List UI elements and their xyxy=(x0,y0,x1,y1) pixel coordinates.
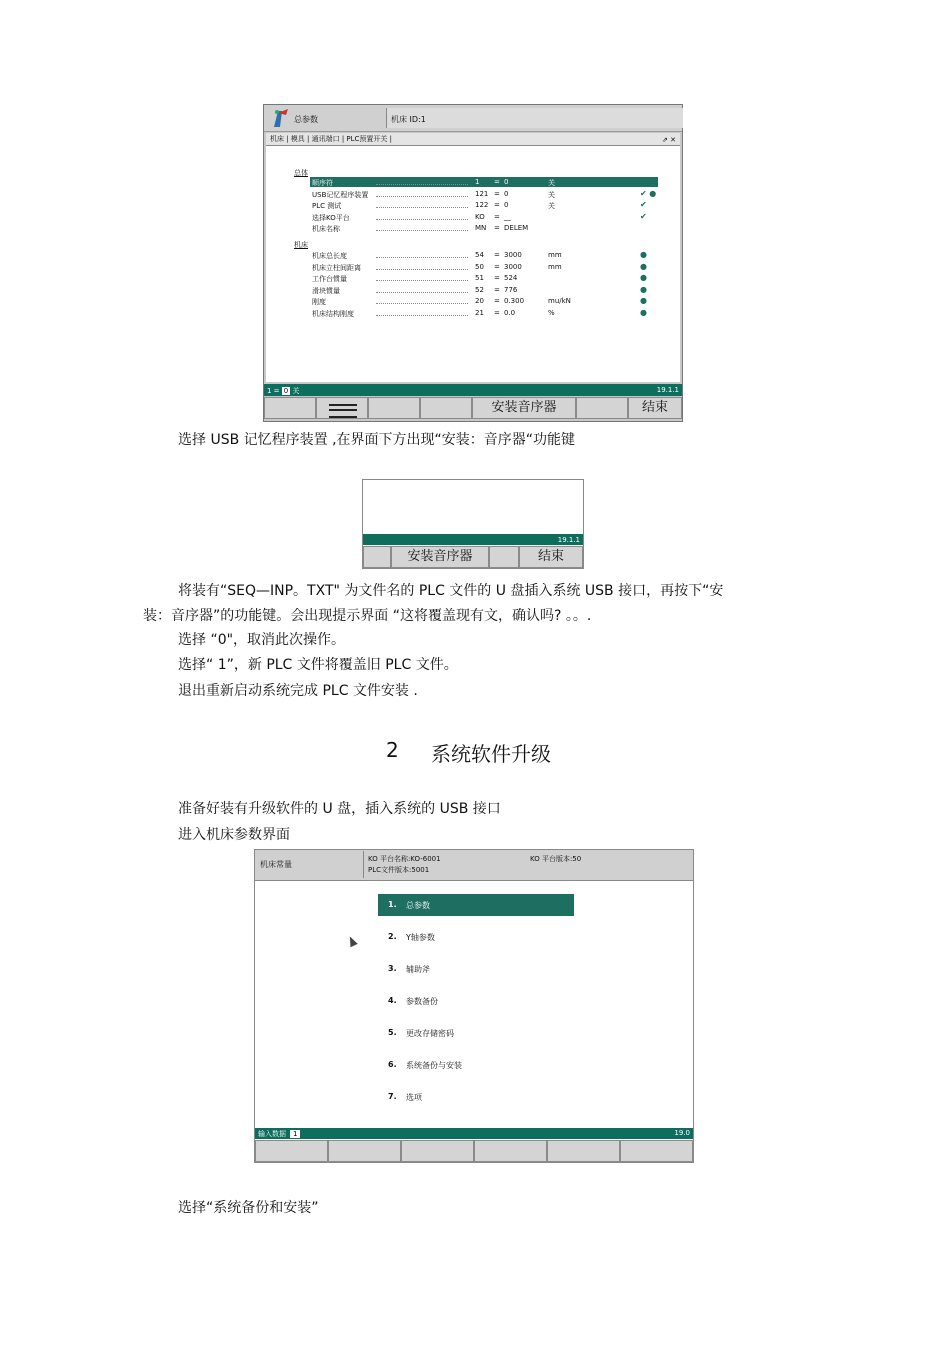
param-number: MN xyxy=(475,224,487,232)
paragraph-usb-1: 将装有“SEQ—INP。TXT" 为文件名的 PLC 文件的 U 盘插入系统 USB 接口，再按下“安 xyxy=(178,583,724,599)
plc-version: PLC文件版本:5001 xyxy=(368,866,430,874)
tab-strip[interactable] xyxy=(266,133,680,146)
menu-item[interactable] xyxy=(378,958,574,980)
menu-item[interactable] xyxy=(378,894,574,916)
param-row[interactable] xyxy=(310,223,658,233)
param-equals: = xyxy=(494,201,500,209)
fkey-blank[interactable] xyxy=(328,1140,401,1162)
leader-dots xyxy=(376,280,468,281)
param-unit: mm xyxy=(548,262,562,271)
function-key-crop xyxy=(362,479,584,569)
param-value: __ xyxy=(504,212,511,221)
param-label: 机床总长度 xyxy=(312,252,347,260)
param-equals: = xyxy=(494,274,500,282)
leader-dots xyxy=(376,184,468,185)
param-unit: 关 xyxy=(548,179,555,187)
tab-labels[interactable]: 机床 | 模具 | 通讯端口 | PLC预置开关 | xyxy=(270,135,393,143)
param-value: 0 xyxy=(504,178,509,186)
status-state: 关 xyxy=(292,387,300,395)
param-label: PLC 测试 xyxy=(312,202,342,210)
param-status-icon: ● xyxy=(640,307,647,317)
param-row[interactable] xyxy=(310,262,658,272)
menu-item-number: 1. xyxy=(388,900,397,909)
param-label: 顺序符 xyxy=(312,179,333,187)
param-status-icon: ● xyxy=(640,261,647,271)
param-unit: % xyxy=(548,308,555,317)
param-status-icon: ✔ xyxy=(640,211,647,221)
header-bar xyxy=(255,850,693,881)
menu-item-label: 更改存储密码 xyxy=(406,1029,454,1038)
fkey-blank-4[interactable] xyxy=(576,397,628,419)
params-screenshot xyxy=(263,104,683,422)
fkey-blank[interactable] xyxy=(363,546,391,568)
menu-icon xyxy=(329,404,357,418)
menu-item[interactable] xyxy=(378,1086,574,1108)
end-button[interactable]: 结束 xyxy=(519,546,583,568)
fkey-blank[interactable] xyxy=(401,1140,474,1162)
param-unit: 关 xyxy=(548,190,555,199)
param-equals: = xyxy=(494,178,500,186)
menu-item-label: Y轴参数 xyxy=(406,933,435,942)
status-index: 1 = xyxy=(267,387,280,395)
param-number: KO xyxy=(475,212,485,221)
param-row[interactable] xyxy=(310,296,658,306)
menu-item[interactable] xyxy=(378,990,574,1012)
fkey-blank-1[interactable] xyxy=(264,397,316,419)
screen-title: 机床常量 xyxy=(260,860,292,869)
install-sequencer-button[interactable]: 安装音序器 xyxy=(391,546,489,568)
param-unit: 关 xyxy=(548,202,555,210)
menu-item-label: 辅助斧 xyxy=(406,965,430,974)
fkey-blank[interactable] xyxy=(547,1140,620,1162)
param-equals: = xyxy=(494,297,500,305)
menu-item[interactable] xyxy=(378,1022,574,1044)
status-version: 19.1.1 xyxy=(557,536,580,544)
param-value: 776 xyxy=(504,285,518,294)
machine-logo-icon xyxy=(268,107,290,129)
param-equals: = xyxy=(494,189,500,198)
param-equals: = xyxy=(494,251,500,259)
param-status-icon: ● xyxy=(640,284,647,294)
end-button[interactable]: 结束 xyxy=(628,397,682,419)
instruction-1: 选择 USB 记忆程序装置 ,在界面下方出现“安装：音序器“功能键 xyxy=(178,432,576,448)
status-bar xyxy=(264,384,682,396)
param-value: 3000 xyxy=(504,262,522,271)
param-value: 0.0 xyxy=(504,308,516,317)
param-value: 524 xyxy=(504,274,518,282)
section-machine: 机床 xyxy=(294,241,308,249)
param-equals: = xyxy=(494,262,500,271)
fkey-blank[interactable] xyxy=(620,1140,693,1162)
status-version: 19.1.1 xyxy=(656,386,679,394)
fkey-blank-2[interactable] xyxy=(368,397,420,419)
params-panel xyxy=(266,146,680,382)
param-label: 选择KO平台 xyxy=(312,213,350,222)
param-row[interactable] xyxy=(310,189,658,199)
menu-item-number: 4. xyxy=(388,996,397,1005)
menu-item-label: 参数备份 xyxy=(406,997,438,1006)
param-number: 122 xyxy=(475,201,489,209)
paragraph-enter: 进入机床参数界面 xyxy=(178,827,290,843)
param-value: 0 xyxy=(504,189,509,198)
status-input[interactable]: 0 xyxy=(283,387,289,395)
fkey-menu[interactable] xyxy=(316,397,368,419)
param-equals: = xyxy=(494,285,500,294)
param-status-icon: ● xyxy=(640,273,647,282)
param-label: USB记忆程序装置 xyxy=(312,190,369,199)
menu-item-label: 系统备份与安装 xyxy=(406,1061,462,1070)
status-bar xyxy=(255,1128,693,1139)
menu-item-number: 6. xyxy=(388,1060,397,1069)
leader-dots xyxy=(376,315,468,316)
section-heading: 系统软件升级 xyxy=(431,742,551,766)
platform-info xyxy=(363,851,694,878)
param-status-icon: ✔ xyxy=(640,200,647,209)
instruction-select-backup: 选择“系统备份和安装” xyxy=(178,1200,319,1216)
param-equals: = xyxy=(494,308,500,317)
param-number: 52 xyxy=(475,285,484,294)
section-general: 总体 xyxy=(294,169,308,177)
machine-id: 机床 ID:1 xyxy=(391,115,426,124)
leader-dots xyxy=(376,303,468,304)
menu-item[interactable] xyxy=(378,1054,574,1076)
param-row[interactable] xyxy=(310,250,658,260)
param-number: 54 xyxy=(475,251,484,259)
menu-item-number: 2. xyxy=(388,932,397,941)
leader-dots xyxy=(376,196,468,197)
param-unit: mm xyxy=(548,251,562,259)
param-label: 机床立柱间距离 xyxy=(312,263,361,272)
fkey-blank[interactable] xyxy=(474,1140,547,1162)
title-bar xyxy=(264,105,682,132)
param-label: 工作台惯量 xyxy=(312,275,347,283)
param-status-icon: ● xyxy=(640,296,647,305)
param-label: 滑块惯量 xyxy=(312,286,340,295)
paragraph-usb-2: 装：音序器”的功能键。会出现提示界面 “这将覆盖现有文，确认吗? 。。. xyxy=(143,608,592,624)
machine-constants-screenshot xyxy=(254,849,694,1163)
platform-name: KO 平台名称:KO-6001 xyxy=(368,855,441,863)
menu-item-number: 5. xyxy=(388,1028,397,1037)
param-value: DELEM xyxy=(504,224,529,232)
section-number: 2 xyxy=(386,738,399,762)
menu-item-number: 7. xyxy=(388,1092,397,1101)
param-number: 121 xyxy=(475,189,489,198)
param-row[interactable] xyxy=(310,200,658,210)
machine-id-box xyxy=(386,108,683,128)
function-keys xyxy=(255,1140,693,1162)
param-equals: = xyxy=(494,224,500,232)
param-status-icon: ✔ xyxy=(640,177,647,186)
leader-dots xyxy=(376,269,468,270)
screen-title: 总参数 xyxy=(294,115,318,124)
param-row[interactable] xyxy=(310,212,658,222)
paragraph-restart: 退出重新启动系统完成 PLC 文件安装 . xyxy=(178,683,418,699)
leader-dots xyxy=(376,230,468,231)
param-number: 51 xyxy=(475,274,484,282)
param-number: 20 xyxy=(475,297,484,305)
fkey-blank-3[interactable] xyxy=(420,397,472,419)
menu-item-label: 选项 xyxy=(406,1093,422,1102)
menu-item-label: 总参数 xyxy=(406,901,430,910)
input-label: 输入数据 xyxy=(258,1130,286,1138)
paragraph-option-1: 选择“ 1”，新 PLC 文件将覆盖旧 PLC 文件。 xyxy=(178,657,458,673)
fkey-blank[interactable] xyxy=(255,1140,328,1162)
install-sequencer-button[interactable]: 安装音序器 xyxy=(472,397,576,419)
leader-dots xyxy=(376,292,468,293)
param-row[interactable] xyxy=(310,273,658,283)
param-number: 21 xyxy=(475,308,484,317)
param-label: 机床名称 xyxy=(312,225,340,233)
leader-dots xyxy=(376,219,468,220)
param-status-icon: ● xyxy=(640,250,647,259)
status-version: 19.0 xyxy=(674,1129,690,1137)
paragraph-prepare: 准备好装有升级软件的 U 盘，插入系统的 USB 接口 xyxy=(178,801,501,817)
leader-dots xyxy=(376,207,468,208)
param-value: 3000 xyxy=(504,251,522,259)
menu-item[interactable] xyxy=(378,926,574,948)
param-row[interactable] xyxy=(310,308,658,318)
param-label: 刚度 xyxy=(312,298,326,306)
param-value: 0 xyxy=(504,201,509,209)
param-number: 50 xyxy=(475,262,484,271)
param-equals: = xyxy=(494,212,500,221)
param-unit: mu/kN xyxy=(548,297,571,305)
param-number: 1 xyxy=(475,178,480,186)
paragraph-option-0: 选择 “0"，取消此次操作。 xyxy=(178,632,346,648)
leader-dots xyxy=(376,257,468,258)
menu-item-number: 3. xyxy=(388,964,397,973)
fkey-blank-2[interactable] xyxy=(489,546,519,568)
tab-nav-icon[interactable]: ⇗ ✕ xyxy=(662,136,676,144)
mouse-pointer-icon xyxy=(346,935,357,947)
function-keys xyxy=(363,546,583,568)
platform-version: KO 平台版本:50 xyxy=(530,855,582,863)
param-row[interactable] xyxy=(310,285,658,295)
param-status-icon: ✔ ● xyxy=(640,188,657,198)
status-bar xyxy=(363,534,583,545)
param-value: 0.300 xyxy=(504,297,525,305)
function-keys xyxy=(264,397,682,421)
input-field[interactable]: 1 xyxy=(290,1130,300,1138)
param-row[interactable] xyxy=(310,177,658,187)
param-label: 机床结构刚度 xyxy=(312,309,354,318)
